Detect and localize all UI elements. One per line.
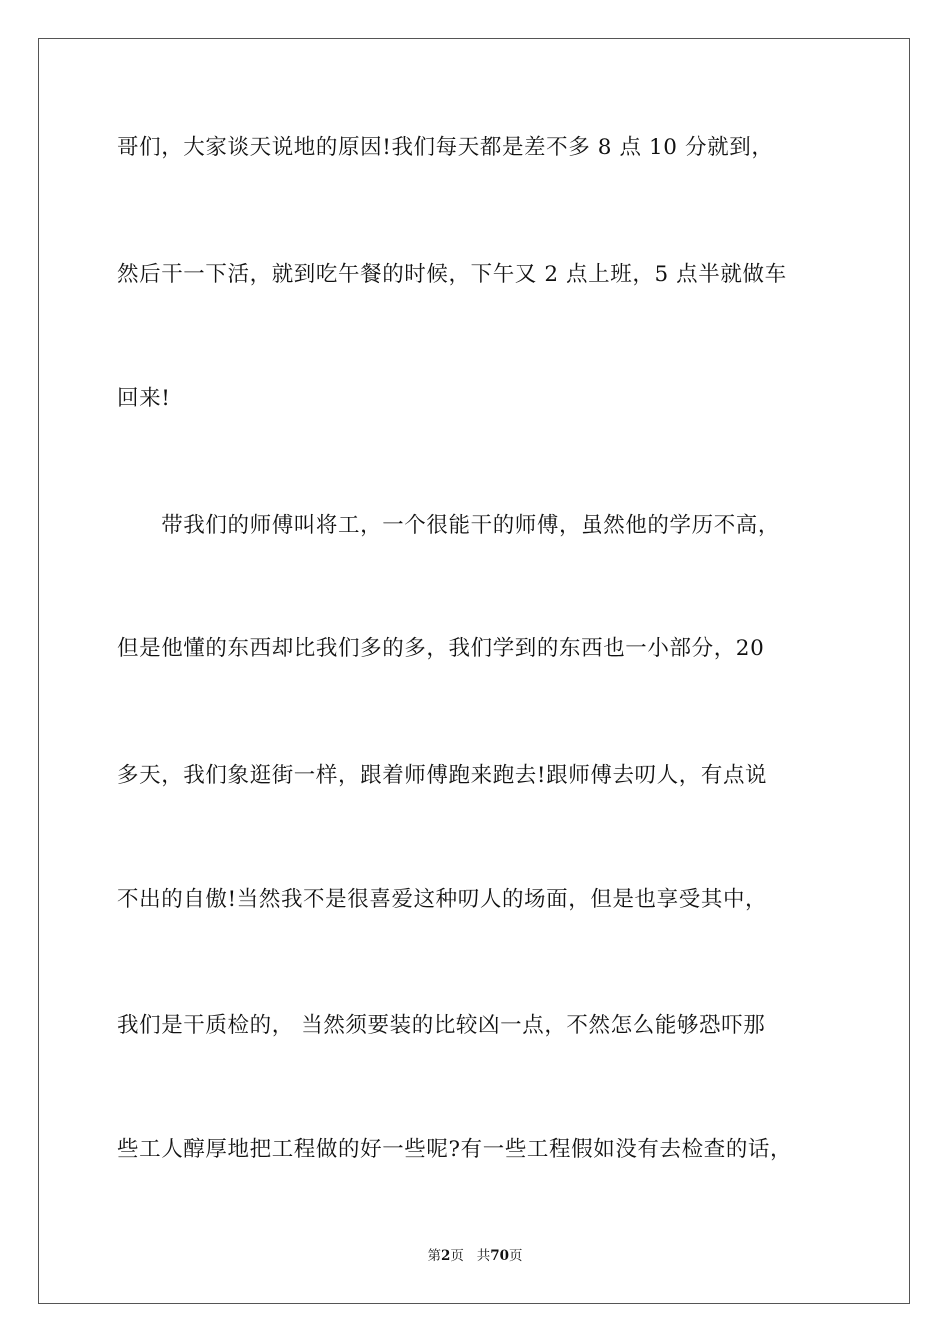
text-line: 多天，我们象逛街一样，跟着师傅跑来跑去!跟师傅去叨人，有点说 <box>117 763 768 788</box>
page-border <box>38 38 910 1304</box>
text-line: 回来! <box>117 386 171 411</box>
total-suffix: 页 <box>509 1248 523 1264</box>
page-footer <box>0 1246 950 1266</box>
total-pages: 70 <box>490 1248 510 1264</box>
text-line: 不出的自傲!当然我不是很喜爱这种叨人的场面，但是也享受其中， <box>117 887 768 912</box>
text-line: 带我们的师傅叫将工，一个很能干的师傅，虽然他的学历不高， <box>117 513 781 538</box>
total-prefix: 共 <box>476 1248 491 1264</box>
text-line: 我们是干质检的， 当然须要装的比较凶一点，不然怎么能够恐吓那 <box>117 1013 766 1038</box>
text-line: 些工人醇厚地把工程做的好一些呢?有一些工程假如没有去检查的话， <box>117 1137 793 1162</box>
text-line: 但是他懂的东西却比我们多的多，我们学到的东西也一小部分，20 <box>117 636 765 661</box>
page-prefix: 第 <box>427 1248 441 1264</box>
page-suffix: 页 <box>450 1248 464 1264</box>
text-line: 然后干一下活，就到吃午餐的时候，下午又 2 点上班，5 点半就做车 <box>117 262 787 287</box>
page-number: 2 <box>440 1248 451 1264</box>
text-line: 哥们，大家谈天说地的原因!我们每天都是差不多 8 点 10 分就到， <box>117 135 774 160</box>
